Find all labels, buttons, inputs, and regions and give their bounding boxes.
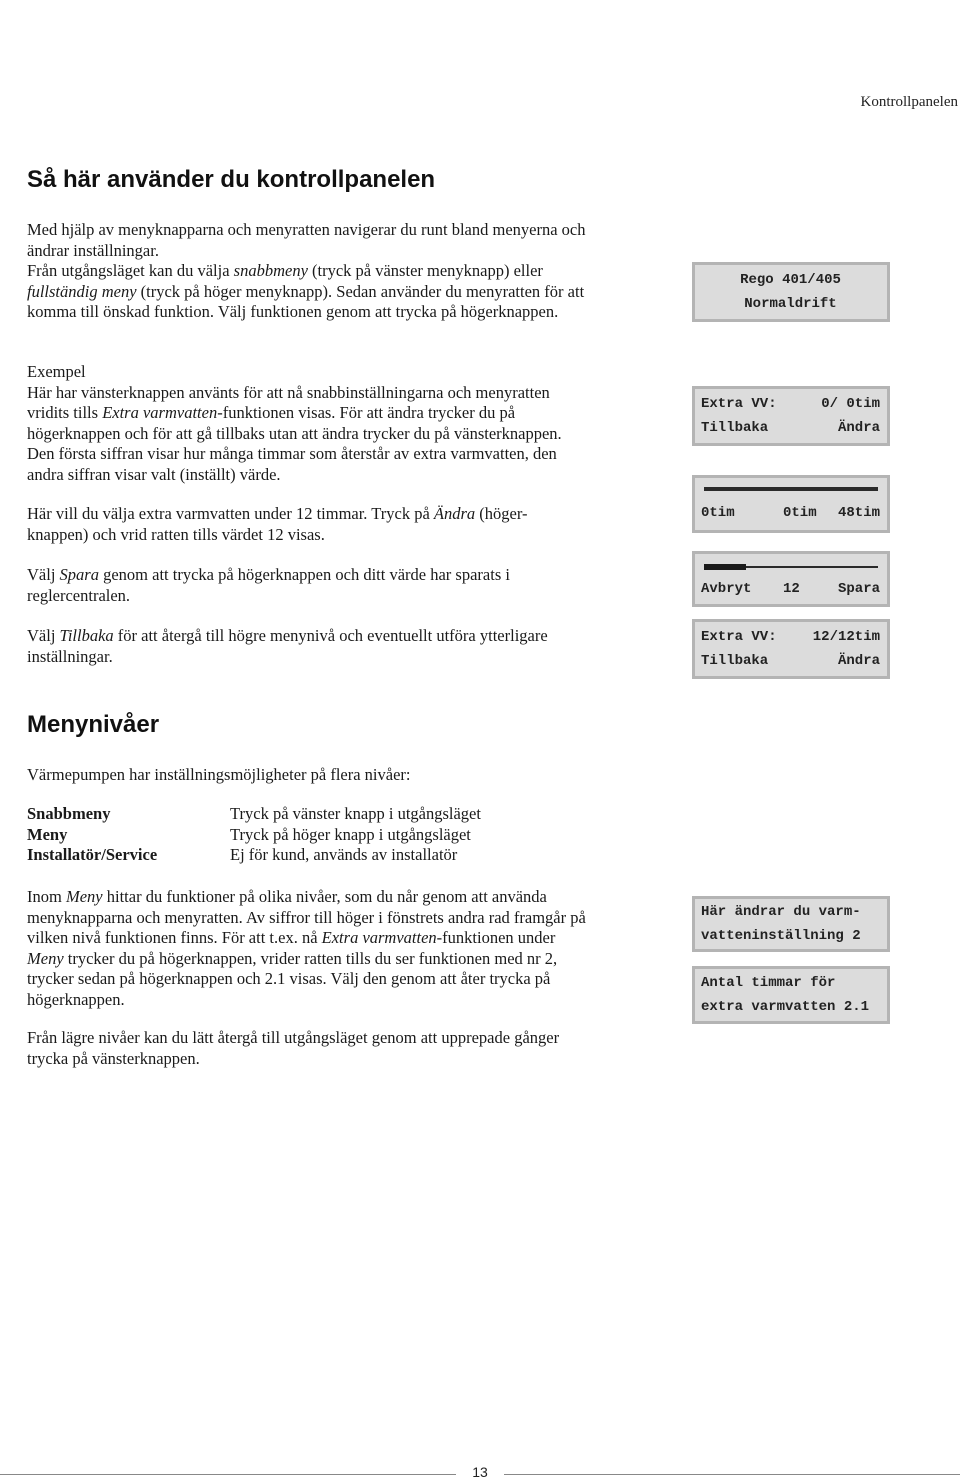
intro-text-a: Med hjälp av menyknapparna och menyratten navigerar du runt bland menyerna och ändrar inställningar.	[27, 220, 586, 260]
display-varmvatteninstallning	[692, 896, 890, 952]
p-text: hittar du funktioner på olika nivåer, som du når genom att använda menyknapparna och menyratten. Av siffror till höger i fönstrets andra rad framgår på vilken nivå funktionen finns. För att t.ex. nå	[27, 887, 586, 947]
p3-andra: Ändra	[433, 504, 476, 523]
intro-snabbmeny: snabbmeny	[233, 261, 308, 280]
p5-text-2: för att återgå till högre menynivå och eventuellt utföra ytterligare inställningar.	[27, 626, 548, 666]
intro-text-b2: (tryck på vänster menyknapp) eller	[307, 261, 543, 280]
paragraph-12-timmar	[27, 504, 587, 545]
display-change-label: Ändra	[837, 420, 880, 436]
display-line-1: Antal timmar för	[701, 975, 836, 991]
paragraph-inom-meny	[27, 887, 587, 1010]
p5-tillbaka: Tillbaka	[59, 626, 114, 645]
range-labels	[701, 503, 880, 523]
intro-text-b3: (tryck på höger menyknapp). Sedan använder du menyratten för att komma till önskad funktion. Välj funktionen genom att trycka på högerknappen.	[27, 281, 585, 321]
display-line-2: extra varmvatten 2.1	[701, 999, 870, 1015]
intro-fullstandig-meny: fullständig meny	[27, 281, 137, 301]
range-max: 48tim	[837, 505, 880, 521]
display-line-1: Här ändrar du varm-	[701, 904, 861, 920]
slider-save: Spara	[837, 581, 880, 597]
p-text: trycker du på högerknappen, vrider ratten tills du ser funktionen med nr 2, trycker sedan på högerknappen och 2.1 visas. Välj den genom att åter trycka på högerknappen.	[27, 948, 558, 1009]
display-extra-vv-12	[692, 619, 890, 679]
display-range	[692, 475, 890, 533]
display-antal-timmar	[692, 966, 890, 1024]
page-number: 13	[472, 1464, 488, 1480]
display-line-1: Rego 401/405	[740, 272, 841, 288]
p-text: -funktionen under	[436, 928, 556, 947]
level-desc: Ej för kund, används av installatör	[230, 845, 458, 864]
display-value: 12/12tim	[812, 629, 880, 645]
range-current: 0tim	[783, 505, 817, 521]
display-change-label: Ändra	[837, 653, 880, 669]
display-line-2: vatteninställning 2	[701, 928, 861, 944]
slider-fill	[704, 564, 746, 570]
p4-spara: Spara	[59, 565, 99, 584]
p-meny: Meny	[27, 948, 64, 968]
display-normaldrift	[692, 262, 890, 322]
example-text-2: -funktionen visas. För att ändra trycker du på högerknappen och för att gå tillbaks utan att ändra trycker du på vänsterknappen. Den första siffran visar hur många timmar som återstår av extra varmvatten, den andra siffran visar valt (inställt) värde.	[27, 403, 562, 484]
example-heading: Exempel	[27, 362, 86, 381]
display-back-label: Tillbaka	[701, 420, 769, 436]
level-name: Meny	[27, 824, 68, 844]
p-meny: Meny	[65, 887, 103, 906]
slider-value: 12	[783, 581, 800, 597]
section-title-kontrollpanelen: Så här använder du kontrollpanelen	[27, 166, 436, 193]
range-bar	[704, 487, 878, 491]
p4-text-1: Välj	[27, 565, 60, 584]
paragraph-lagre-nivaer: Från lägre nivåer kan du lätt återgå till utgångsläget genom att upprepade gånger trycka på vänsterknappen.	[27, 1028, 560, 1068]
p3-text-1: Här vill du välja extra varmvatten under 12 timmar. Tryck på	[27, 504, 434, 523]
example-paragraph	[27, 362, 587, 485]
p4-text-2: genom att trycka på högerknappen och ditt värde har sparats i reglercentralen.	[27, 565, 510, 605]
example-text-1: Här har vänsterknappen använts för att nå snabbinställningarna och menyratten vridits tills	[27, 382, 550, 422]
display-slider	[692, 551, 890, 607]
display-line-2: Normaldrift	[744, 296, 837, 312]
display-extra-vv-0	[692, 386, 890, 446]
display-line-2	[701, 651, 880, 671]
level-name: Installatör/Service	[27, 845, 158, 864]
display-line-1	[701, 394, 880, 414]
level-desc: Tryck på höger knapp i utgångsläget	[230, 824, 471, 844]
p-text: Inom	[27, 887, 66, 906]
running-head: Kontrollpanelen	[860, 94, 958, 110]
paragraph-spara	[27, 565, 587, 606]
footer-rule-left	[0, 1474, 456, 1475]
p-extra-varmvatten: Extra varmvatten	[321, 928, 437, 947]
intro-text-b1: Från utgångsläget kan du välja	[27, 261, 234, 280]
footer-rule-right	[504, 1474, 960, 1475]
display-value: 0/ 0tim	[821, 396, 880, 412]
display-back-label: Tillbaka	[701, 653, 769, 669]
display-line-2	[701, 418, 880, 438]
p5-text-1: Välj	[27, 626, 60, 645]
paragraph-tillbaka	[27, 626, 587, 667]
p3-text-2: (höger-knappen) och vrid ratten tills värdet 12 visas.	[27, 504, 528, 544]
display-line-1	[701, 627, 880, 647]
section-title-menynivaer: Menynivåer	[27, 711, 160, 738]
slider-labels	[701, 579, 880, 599]
levels-intro: Värmepumpen har inställningsmöjligheter på flera nivåer:	[27, 765, 411, 784]
slider-cancel: Avbryt	[701, 581, 752, 597]
display-label: Extra VV:	[701, 629, 777, 645]
example-extra-varmvatten: Extra varmvatten	[102, 403, 218, 422]
level-name: Snabbmeny	[27, 804, 111, 823]
display-label: Extra VV:	[701, 396, 777, 412]
range-min: 0tim	[701, 505, 735, 521]
intro-paragraph	[27, 220, 587, 323]
level-desc: Tryck på vänster knapp i utgångsläget	[230, 804, 481, 823]
